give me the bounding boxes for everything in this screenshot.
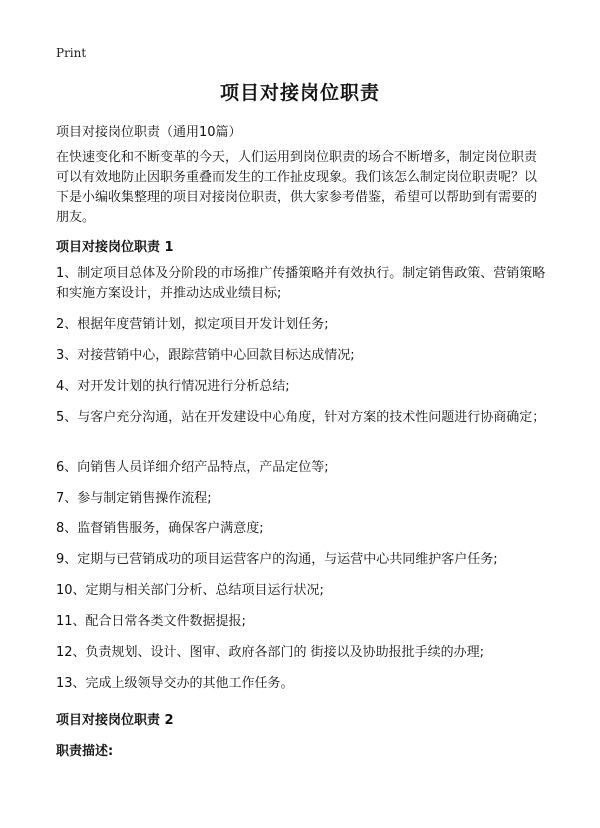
list-item: 4、对开发计划的执行情况进行分析总结; (56, 379, 290, 394)
intro-paragraph: 在快速变化和不断变革的今天，人们运用到岗位职责的场合不断增多，制定岗位职责可以有效地防止因职务重叠而发生的工作扯皮现象。我们该怎么制定岗位职责呢？以下是小编收集整理的项目对接岗位职责，供大家参考借鉴，希望可以帮助到有需要的朋友。 (56, 150, 538, 225)
list-item: 10、定期与相关部门分析、总结项目运行状况; (56, 583, 324, 598)
list-item: 1、制定项目总体及分阶段的市场推广传播策略并有效执行。制定销售政策、营销策略和实施方案设计，并推动达成业绩目标; (56, 266, 546, 301)
list-item: 12、负责规划、设计、图审、政府各部门的 街接以及协助报批手续的办理; (56, 645, 485, 660)
list-item: 3、对接营销中心，跟踪营销中心回款目标达成情况; (56, 348, 355, 363)
list-item: 9、定期与已营销成功的项目运营客户的沟通，与运营中心共同维护客户任务; (56, 552, 498, 567)
list-item: 7、参与制定销售操作流程; (56, 491, 212, 506)
list-item: 11、配合日常各类文件数据提报; (56, 614, 246, 629)
section-heading-1: 项目对接岗位职责 1 (56, 240, 174, 255)
list-item: 13、完成上级领导交办的其他工作任务。 (56, 676, 294, 691)
list-item: 6、向销售人员详细介绍产品特点，产品定位等; (56, 460, 329, 475)
document-subtitle: 项目对接岗位职责（通用10篇） (56, 125, 242, 140)
page-title: 项目对接岗位职责 (219, 82, 380, 104)
list-item: 5、与客户充分沟通，站在开发建设中心角度，针对方案的技术性问题进行协商确定； (56, 410, 546, 425)
section-subheading: 职责描述: (56, 744, 114, 759)
list-item: 8、监督销售服务，确保客户满意度; (56, 521, 264, 536)
section-heading-2: 项目对接岗位职责 2 (56, 713, 174, 728)
list-item: 2、根据年度营销计划，拟定项目开发计划任务; (56, 317, 329, 332)
print-link[interactable]: Print (56, 46, 87, 60)
